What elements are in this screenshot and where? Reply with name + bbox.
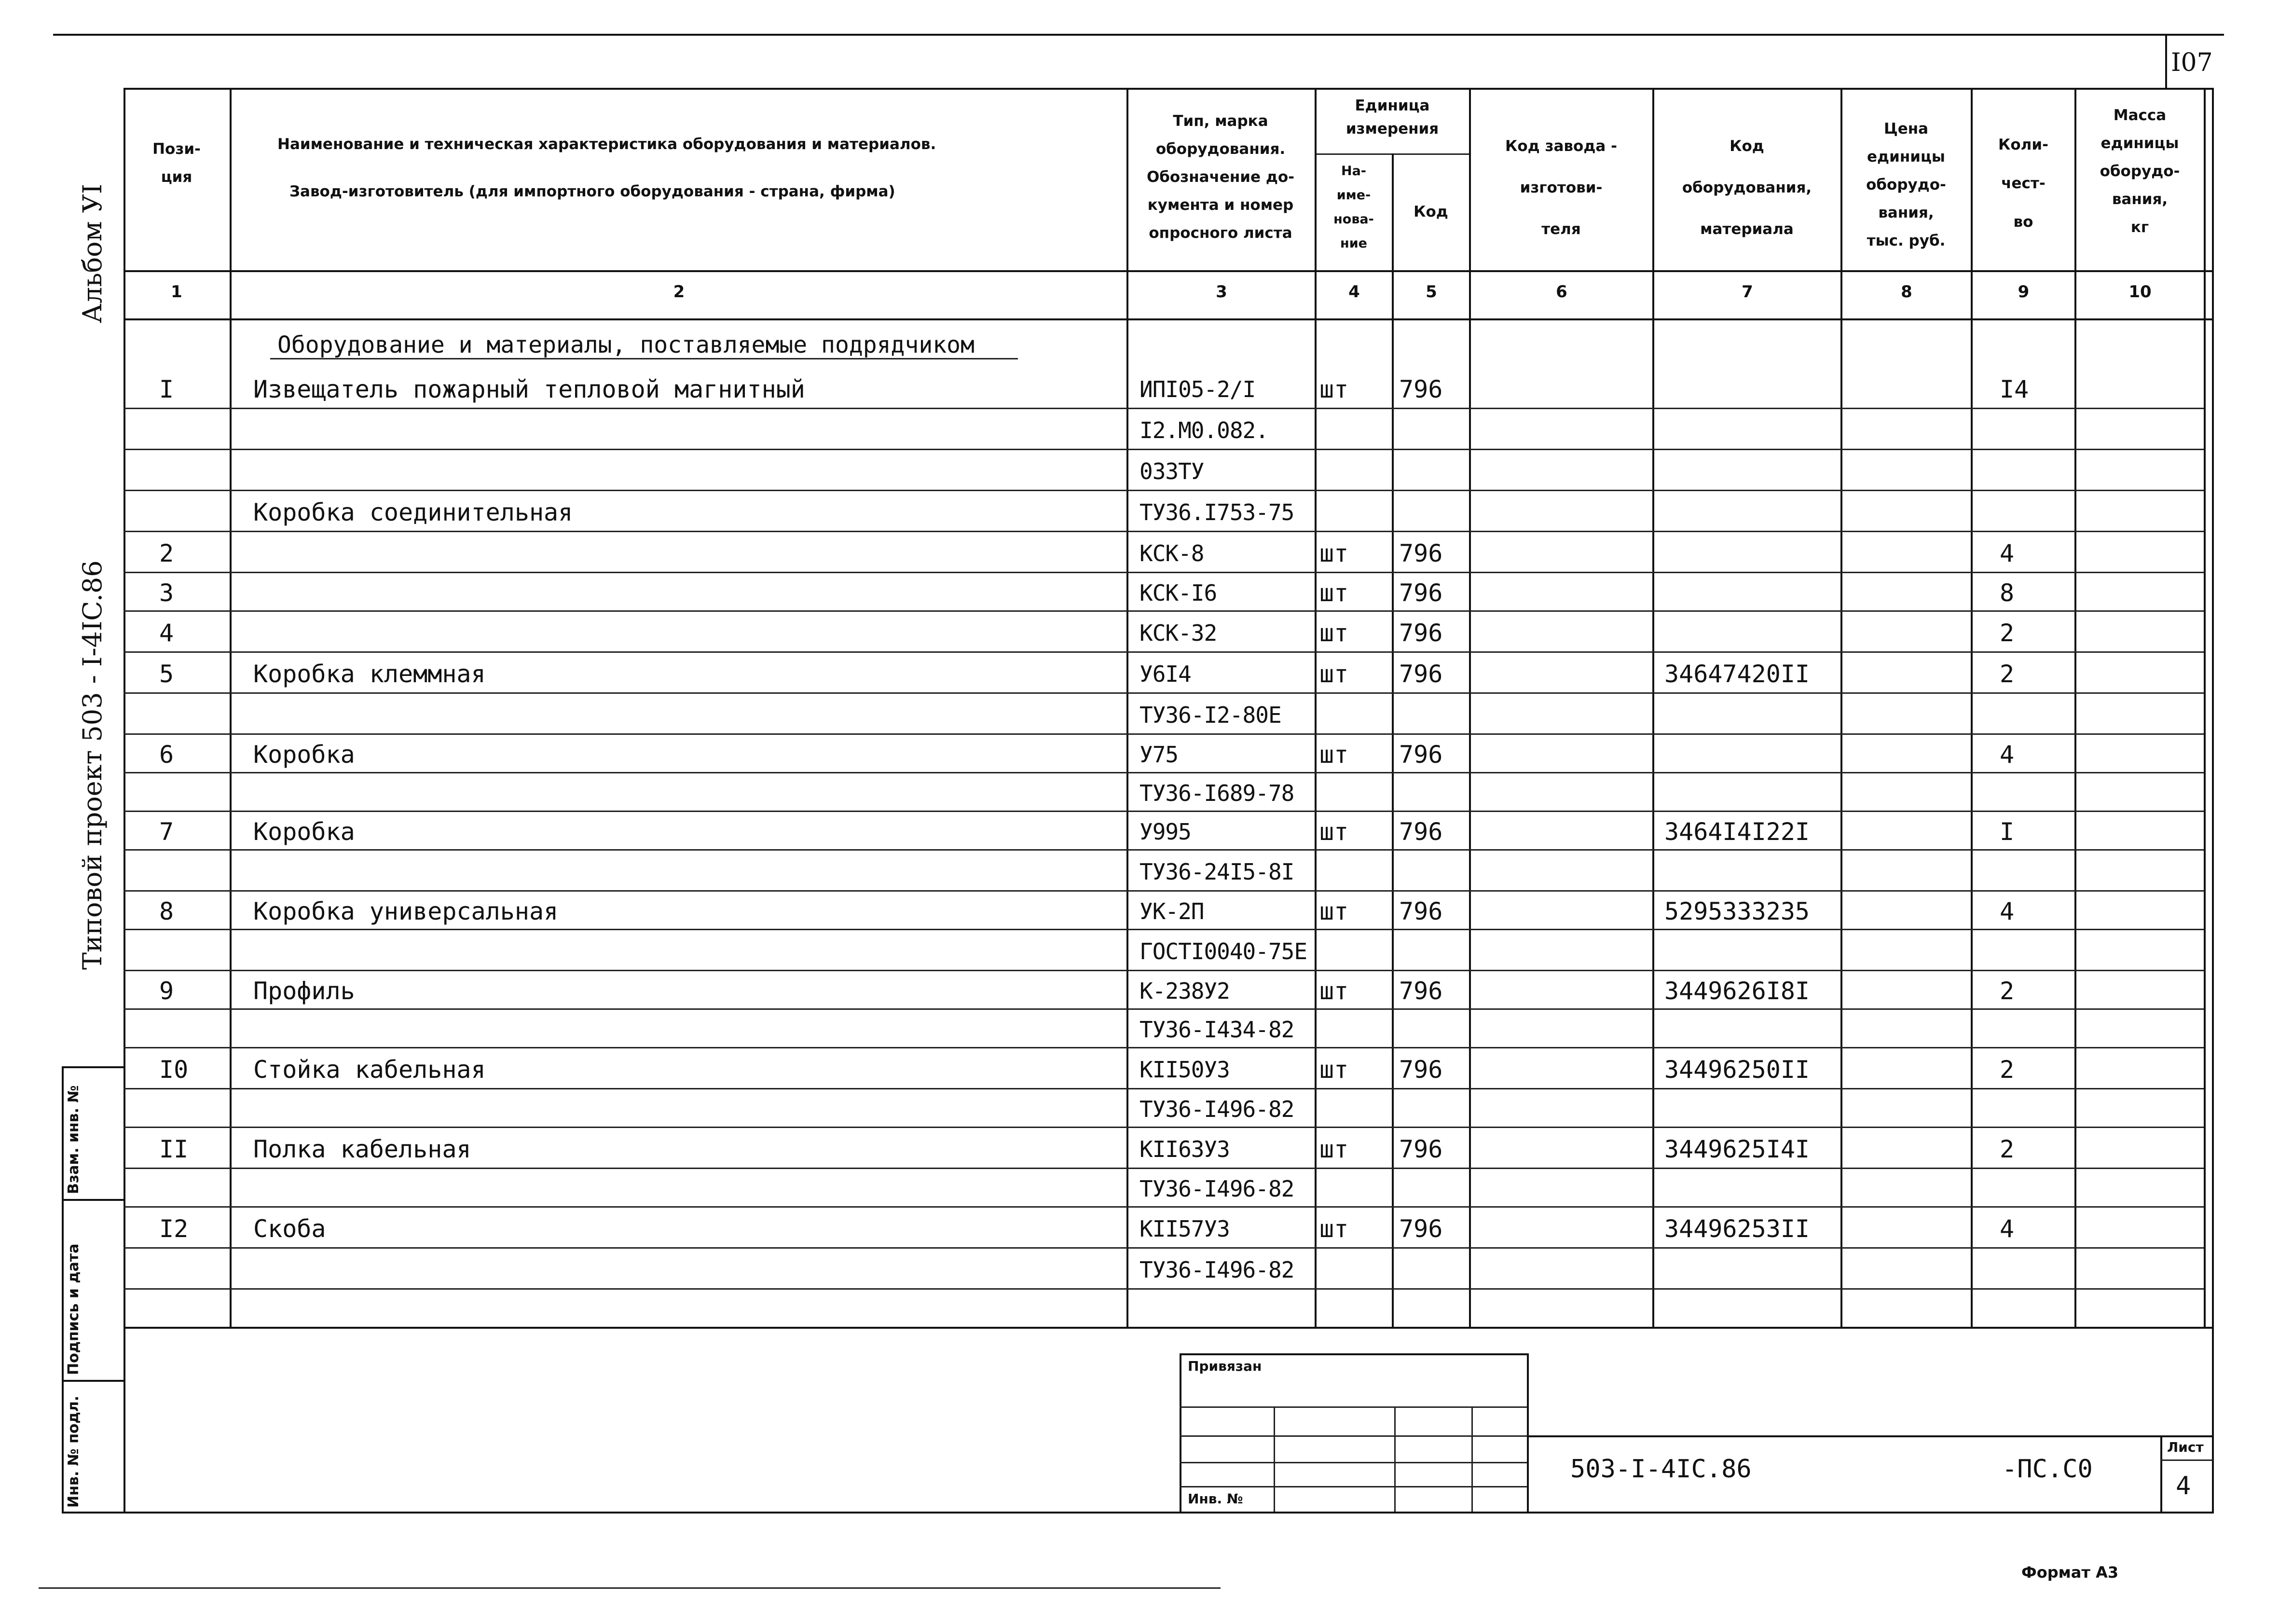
column-number-6: 6 (1556, 282, 1567, 302)
corner-sheet-number: I07 (2171, 48, 2213, 77)
row-position: 5 (159, 660, 174, 688)
row-type: У995 (1140, 819, 1191, 845)
header-factory-code: Код завода - изготови- теля (1505, 138, 1617, 238)
row-type: I2.M0.082. (1140, 417, 1268, 443)
header-mass: Масса единицы оборудо- вания, кг (2100, 107, 2180, 236)
row-unit-code: 796 (1399, 375, 1443, 403)
row-unit-name: шт (1319, 1214, 1349, 1243)
header-position: Пози- ция (152, 140, 201, 186)
row-quantity: I (2000, 818, 2015, 846)
row-position: I2 (159, 1214, 189, 1243)
stamp-inv-no: Инв. № (1188, 1491, 1243, 1507)
row-unit-name: шт (1319, 539, 1349, 567)
row-quantity: 4 (2000, 1214, 2015, 1243)
row-quantity: 4 (2000, 741, 2015, 769)
row-unit-code: 796 (1399, 818, 1443, 846)
row-unit-code: 796 (1399, 897, 1443, 925)
header-type: Тип, марка оборудования. Обозначение до- кумента и номер опросного листа (1146, 112, 1295, 242)
row-quantity: 8 (2000, 579, 2015, 607)
row-unit-name: шт (1319, 1055, 1349, 1084)
row-type: 033ТУ (1140, 458, 1204, 484)
stamp-inv-podl: Инв. № подл. (65, 1395, 82, 1508)
row-quantity: 2 (2000, 977, 2015, 1005)
column-number-8: 8 (1901, 282, 1912, 302)
side-label-album: Альбом УI (77, 183, 108, 323)
row-name: Извещатель пожарный тепловой магнитный (253, 375, 805, 403)
header-name-line2: Завод-изготовитель (для импортного оборудования - страна, фирма) (289, 183, 895, 200)
row-type: КСК-32 (1140, 619, 1217, 646)
row-unit-code: 796 (1399, 977, 1443, 1005)
row-type: У75 (1140, 742, 1179, 768)
row-type: КII57У3 (1140, 1215, 1230, 1242)
row-position: 6 (159, 741, 174, 769)
column-number-4: 4 (1348, 282, 1360, 302)
row-quantity: I4 (2000, 375, 2029, 403)
row-name: Коробка соединительная (253, 498, 573, 526)
row-equipment-code: 34496253II (1664, 1214, 1810, 1243)
row-unit-code: 796 (1399, 579, 1443, 607)
row-unit-code: 796 (1399, 619, 1443, 647)
row-type: ТУ36-I496-82 (1140, 1096, 1294, 1122)
header-name-line1: Наименование и техническая характеристика оборудования и материалов. (277, 136, 936, 153)
header-unit-name: На- име- нова- ние (1333, 164, 1374, 251)
row-name: Профиль (253, 977, 355, 1005)
sheet-label: Лист (2167, 1439, 2204, 1455)
row-unit-name: шт (1319, 1135, 1349, 1163)
row-unit-name: шт (1319, 818, 1349, 846)
row-unit-name: шт (1319, 977, 1349, 1005)
row-unit-name: шт (1319, 660, 1349, 688)
row-type: К-238У2 (1140, 978, 1230, 1004)
row-position: I0 (159, 1055, 189, 1084)
row-position: 2 (159, 539, 174, 567)
row-unit-code: 796 (1399, 741, 1443, 769)
row-type: КII50У3 (1140, 1056, 1230, 1083)
column-number-1: 1 (171, 282, 182, 302)
header-equipment-code: Код оборудования, материала (1682, 138, 1812, 238)
row-unit-code: 796 (1399, 1055, 1443, 1084)
stamp-privyazan: Привязан (1188, 1358, 1262, 1374)
column-number-5: 5 (1426, 282, 1437, 302)
row-position: 4 (159, 619, 174, 647)
row-position: II (159, 1135, 189, 1163)
row-name: Коробка (253, 818, 355, 846)
column-number-2: 2 (673, 282, 685, 302)
header-price: Цена единицы оборудо- вания, тыс. руб. (1866, 120, 1946, 249)
column-number-7: 7 (1742, 282, 1753, 302)
row-name: Коробка клеммная (253, 660, 486, 688)
column-number-9: 9 (2018, 282, 2030, 302)
row-type: ТУ36-I496-82 (1140, 1176, 1294, 1202)
row-type: ГОСТI0040-75Е (1140, 938, 1307, 964)
row-unit-name: шт (1319, 741, 1349, 769)
row-equipment-code: 3449625I4I (1664, 1135, 1810, 1163)
row-quantity: 4 (2000, 539, 2015, 567)
row-type: КСК-I6 (1140, 580, 1217, 606)
format-label: Формат А3 (2021, 1563, 2119, 1582)
row-name: Коробка (253, 741, 355, 769)
document-suffix: -ПС.С0 (2002, 1455, 2093, 1484)
row-position: 3 (159, 579, 174, 607)
row-type: ТУ36-I2-80Е (1140, 702, 1281, 728)
section-title: Оборудование и материалы, поставляемые подрядчиком (277, 331, 975, 358)
document-code: 503-I-4IC.86 (1570, 1455, 1752, 1484)
row-equipment-code: 34496250II (1664, 1055, 1810, 1084)
row-type: УК-2П (1140, 898, 1204, 924)
row-equipment-code: 3449626I8I (1664, 977, 1810, 1005)
side-label-project: Типовой проект 503 - I-4IC.86 (77, 560, 108, 970)
row-unit-code: 796 (1399, 1135, 1443, 1163)
row-unit-name: шт (1319, 619, 1349, 647)
column-number-10: 10 (2128, 282, 2152, 302)
stamp-inv-vzam: Взам. инв. № (65, 1085, 82, 1194)
row-unit-code: 796 (1399, 1214, 1443, 1243)
row-unit-code: 796 (1399, 660, 1443, 688)
row-type: ТУ36-24I5-8I (1140, 858, 1294, 885)
row-unit-code: 796 (1399, 539, 1443, 567)
header-unit: Единица измерения (1345, 97, 1439, 138)
row-unit-name: шт (1319, 897, 1349, 925)
row-type: ТУ36-I496-82 (1140, 1256, 1294, 1283)
row-equipment-code: 5295333235 (1664, 897, 1810, 925)
row-type: У6I4 (1140, 661, 1191, 687)
row-equipment-code: 34647420II (1664, 660, 1810, 688)
row-name: Стойка кабельная (253, 1055, 486, 1084)
row-type: ТУ36-I434-82 (1140, 1017, 1294, 1043)
row-name: Полка кабельная (253, 1135, 471, 1163)
row-type: КСК-8 (1140, 540, 1204, 566)
row-quantity: 2 (2000, 1055, 2015, 1084)
row-unit-name: шт (1319, 579, 1349, 607)
row-type: ИПI05-2/I (1140, 376, 1256, 402)
sheet-number: 4 (2176, 1472, 2191, 1500)
row-quantity: 2 (2000, 1135, 2015, 1163)
row-equipment-code: 3464I4I22I (1664, 818, 1810, 846)
row-position: I (159, 375, 174, 403)
column-number-3: 3 (1216, 282, 1227, 302)
row-type: ТУ36.I753-75 (1140, 499, 1294, 525)
row-name: Скоба (253, 1214, 326, 1243)
row-quantity: 4 (2000, 897, 2015, 925)
header-quantity: Коли- чест- во (1998, 136, 2048, 231)
header-unit-code: Код (1414, 203, 1448, 220)
stamp-sign-date: Подпись и дата (65, 1243, 82, 1375)
row-type: ТУ36-I689-78 (1140, 780, 1294, 806)
row-name: Коробка универсальная (253, 897, 559, 925)
row-position: 8 (159, 897, 174, 925)
row-position: 7 (159, 818, 174, 846)
row-type: КII63У3 (1140, 1136, 1230, 1162)
row-quantity: 2 (2000, 619, 2015, 647)
row-quantity: 2 (2000, 660, 2015, 688)
row-unit-name: шт (1319, 375, 1349, 403)
row-position: 9 (159, 977, 174, 1005)
